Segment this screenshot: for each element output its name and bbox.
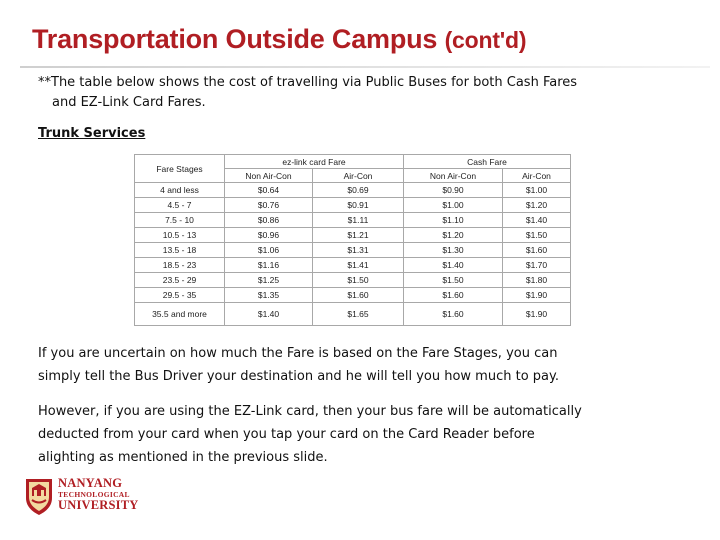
fare-cell: $1.31: [313, 243, 404, 258]
university-logo: [58, 477, 139, 512]
fare-cell: $1.10: [404, 213, 503, 228]
fare-stage-cell: 23.5 - 29: [135, 273, 225, 288]
fare-cell: $1.06: [225, 243, 313, 258]
subheader-ezlink-non-aircon: Non Air-Con: [225, 169, 313, 183]
university-crest-icon: [24, 476, 54, 516]
table-row: [135, 243, 571, 258]
fare-cell: $1.21: [313, 228, 404, 243]
logo-line-3: UNIVERSITY: [58, 498, 139, 512]
fare-cell: $1.80: [503, 273, 571, 288]
fare-cell: $1.50: [404, 273, 503, 288]
paragraph2-line-2: deducted from your card when you tap your card on the Card Reader before: [38, 427, 535, 442]
fare-cell: $1.40: [225, 303, 313, 326]
fare-cell: $1.35: [225, 288, 313, 303]
logo-line-1: NANYANG: [58, 476, 123, 490]
fare-cell: $1.60: [404, 288, 503, 303]
fare-cell: $1.30: [404, 243, 503, 258]
fare-cell: $0.69: [313, 183, 404, 198]
fare-stage-cell: 7.5 - 10: [135, 213, 225, 228]
fare-cell: $1.41: [313, 258, 404, 273]
fare-cell: $1.65: [313, 303, 404, 326]
fare-cell: $0.86: [225, 213, 313, 228]
fare-cell: $1.90: [503, 303, 571, 326]
table-row: [135, 183, 571, 198]
header-fare-stages: Fare Stages: [135, 155, 225, 183]
paragraph2-line-1: However, if you are using the EZ-Link card, then your bus fare will be automatically: [38, 404, 582, 419]
intro-line-1: **The table below shows the cost of travelling via Public Buses for both Cash Fares: [38, 75, 578, 90]
logo-line-2: TECHNOLOGICAL: [58, 489, 130, 499]
title-underline: [20, 66, 710, 68]
fare-stage-cell: 10.5 - 13: [135, 228, 225, 243]
paragraph1-line-2: simply tell the Bus Driver your destination and he will tell you how much to pay.: [38, 369, 559, 384]
fare-cell: $1.16: [225, 258, 313, 273]
fare-cell: $1.40: [404, 258, 503, 273]
fare-cell: $1.60: [404, 303, 503, 326]
slide-title-main: Transportation Outside Campus: [32, 24, 438, 54]
fare-cell: $1.70: [503, 258, 571, 273]
table-row: [135, 303, 571, 326]
intro-text: [38, 73, 598, 113]
fare-cell: $1.11: [313, 213, 404, 228]
subheader-ezlink-aircon: Air-Con: [313, 169, 404, 183]
fare-cell: $1.50: [503, 228, 571, 243]
fare-stage-cell: 4.5 - 7: [135, 198, 225, 213]
fare-cell: $1.40: [503, 213, 571, 228]
fare-cell: $1.00: [503, 183, 571, 198]
fare-cell: $1.50: [313, 273, 404, 288]
table-row: [135, 213, 571, 228]
fare-stage-cell: 18.5 - 23: [135, 258, 225, 273]
fare-cell: $1.20: [503, 198, 571, 213]
paragraph1-line-1: If you are uncertain on how much the Fare is based on the Fare Stages, you can: [38, 346, 558, 361]
subheader-cash-non-aircon: Non Air-Con: [404, 169, 503, 183]
fare-cell: $0.91: [313, 198, 404, 213]
fare-cell: $1.90: [503, 288, 571, 303]
paragraph2-line-3: alighting as mentioned in the previous slide.: [38, 450, 328, 465]
slide-title: [32, 24, 526, 55]
fare-cell: $1.00: [404, 198, 503, 213]
slide-title-suffix: (cont'd): [444, 27, 527, 53]
table-row: [135, 273, 571, 288]
paragraph-uncertain-fare: [38, 342, 598, 388]
subheader-cash-aircon: Air-Con: [503, 169, 571, 183]
table-row: [135, 198, 571, 213]
paragraph-ezlink-deduction: [38, 400, 598, 469]
fare-cell: $1.20: [404, 228, 503, 243]
header-ezlink-fare: ez-link card Fare: [225, 155, 404, 169]
fare-cell: $0.76: [225, 198, 313, 213]
table-row: [135, 288, 571, 303]
fare-stage-cell: 13.5 - 18: [135, 243, 225, 258]
fare-cell: $1.60: [503, 243, 571, 258]
fare-stage-cell: 4 and less: [135, 183, 225, 198]
fare-stage-cell: 29.5 - 35: [135, 288, 225, 303]
fare-cell: $1.60: [313, 288, 404, 303]
intro-line-2: and EZ-Link Card Fares.: [52, 95, 206, 110]
fare-cell: $1.25: [225, 273, 313, 288]
table-row: [135, 258, 571, 273]
table-row: [135, 228, 571, 243]
fare-table: [134, 154, 571, 326]
fare-stage-cell: 35.5 and more: [135, 303, 225, 326]
header-cash-fare: Cash Fare: [404, 155, 571, 169]
fare-cell: $0.90: [404, 183, 503, 198]
fare-cell: $0.64: [225, 183, 313, 198]
fare-cell: $0.96: [225, 228, 313, 243]
section-label-trunk-services: Trunk Services: [38, 126, 146, 141]
